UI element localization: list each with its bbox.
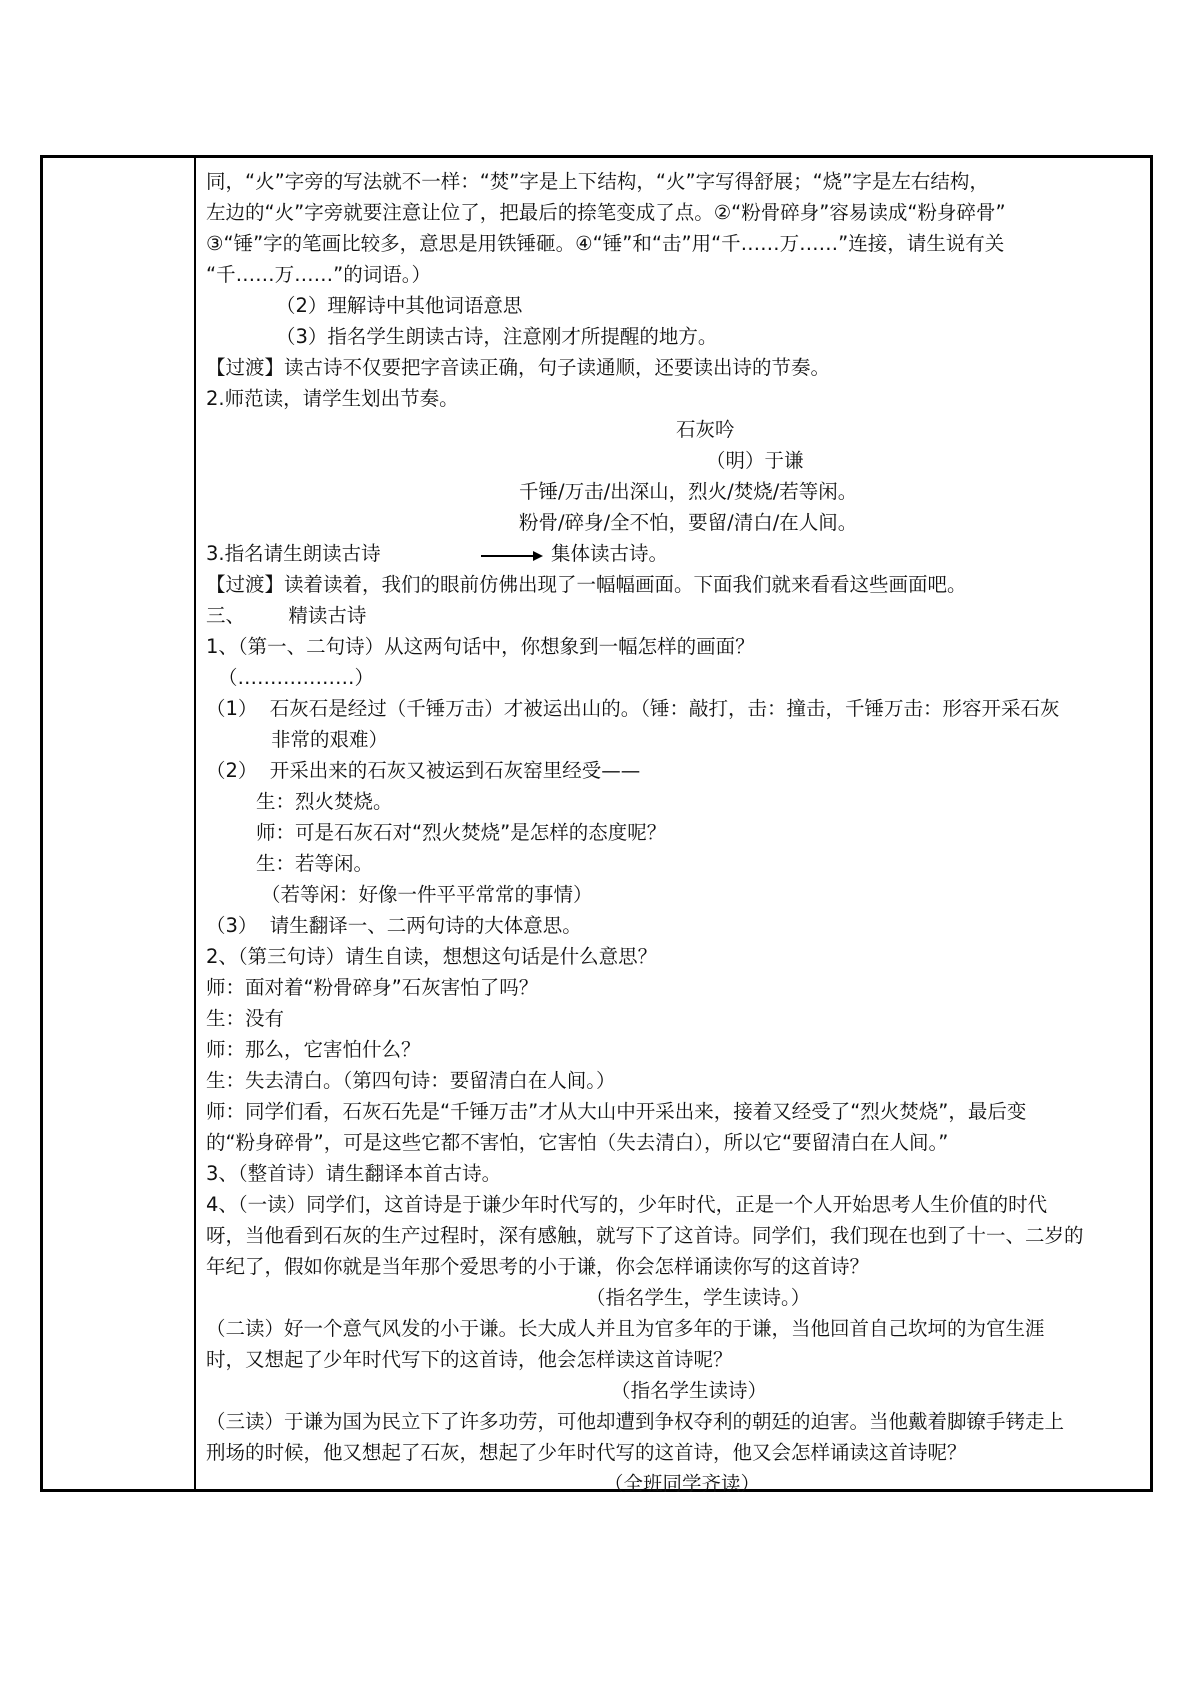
lesson-table xyxy=(40,155,1153,1495)
text-line: 时，又想起了少年时代写下的这首诗，他会怎样读这首诗呢？ xyxy=(206,1348,733,1371)
text-line: 刑场的时候，他又想起了石灰，想起了少年时代写的这首诗，他又会怎样诵读这首诗呢？ xyxy=(206,1441,967,1464)
lesson-content-cell xyxy=(206,166,1146,1499)
text-line: 1、（第一、二句诗）从这两句话中，你想象到一幅怎样的画面？ xyxy=(206,635,755,658)
text-line: 生：若等闲。 xyxy=(256,852,374,875)
text-line: 【过渡】读着读着，我们的眼前仿佛出现了一幅幅画面。下面我们就来看看这些画面吧。 xyxy=(206,573,967,596)
stage-direction: （指名学生读诗） xyxy=(611,1379,768,1402)
reading-step-line xyxy=(206,538,1146,569)
text-line: （二读）好一个意气风发的小于谦。长大成人并且为官多年的于谦，当他回首自己坎坷的为官生涯 xyxy=(206,1317,1045,1340)
text-line: 生：烈火焚烧。 xyxy=(256,790,393,813)
text-line: ③“锤”字的笔画比较多，意思是用铁锤砸。④“锤”和“击”用“千……万……”连接，请生说有关 xyxy=(206,232,1005,255)
text-line: 师：那么，它害怕什么？ xyxy=(206,1038,421,1061)
stage-direction: （指名学生，学生读诗。） xyxy=(586,1286,811,1309)
text-line: （3） 请生翻译一、二两句诗的大体意思。 xyxy=(206,914,582,937)
poem-verse: 粉骨/碎身/全不怕，要留/清白/在人间。 xyxy=(519,511,858,534)
text-line: （………………） xyxy=(218,666,375,689)
poem-verse: 千锤/万击/出深山，烈火/焚烧/若等闲。 xyxy=(519,480,858,503)
step-text: 3.指名请生朗读古诗 xyxy=(206,542,381,565)
step-text: 集体读古诗。 xyxy=(551,542,669,565)
text-line: 呀，当他看到石灰的生产过程时，深有感触，就写下了这首诗。同学们，我们现在也到了十一、二岁的 xyxy=(206,1224,1084,1247)
text-line: 4、（一读）同学们，这首诗是于谦少年时代写的，少年时代，正是一个人开始思考人生价值的时代 xyxy=(206,1193,1048,1216)
text-line: 师：面对着“粉骨碎身”石灰害怕了吗？ xyxy=(206,976,539,999)
text-line: 同，“火”字旁的写法就不一样：“焚”字是上下结构，“火”字写得舒展；“烧”字是左右结构， xyxy=(206,170,989,193)
text-line: 2.师范读，请学生划出节奏。 xyxy=(206,387,459,410)
text-line: （若等闲：好像一件平平常常的事情） xyxy=(261,883,593,906)
text-line: “千……万……”的词语。） xyxy=(206,263,431,286)
text-line: （三读）于谦为国为民立下了许多功劳，可他却遭到争权夺利的朝廷的迫害。当他戴着脚镣手铐走上 xyxy=(206,1410,1065,1433)
text-line: （3）指名学生朗读古诗，注意刚才所提醒的地方。 xyxy=(276,325,718,348)
text-line: 师：同学们看，石灰石先是“千锤万击”才从大山中开采出来，接着又经受了“烈火焚烧”，最后变 xyxy=(206,1100,1027,1123)
arrow-right-icon xyxy=(481,544,543,564)
text-line: 左边的“火”字旁就要注意让位了，把最后的捺笔变成了点。②“粉骨碎身”容易读成“粉身碎骨” xyxy=(206,201,1006,224)
text-line: 的“粉身碎骨”，可是这些它都不害怕，它害怕（失去清白），所以它“要留清白在人间。” xyxy=(206,1131,949,1154)
text-line: 非常的艰难） xyxy=(271,728,389,751)
poem-author: （明）于谦 xyxy=(706,449,804,472)
text-line: 年纪了，假如你就是当年那个爱思考的小于谦，你会怎样诵读你写的这首诗？ xyxy=(206,1255,870,1278)
text-line: 3、（整首诗）请生翻译本首古诗。 xyxy=(206,1162,502,1185)
text-line: （1） 石灰石是经过（千锤万击）才被运出山的。（锤：敲打，击：撞击，千锤万击：形容开采石灰 xyxy=(206,697,1060,720)
stage-direction: （全班同学齐读） xyxy=(604,1472,761,1495)
text-line: （2） 开采出来的石灰又被运到石灰窑里经受—— xyxy=(206,759,641,782)
poem-title: 石灰吟 xyxy=(676,418,735,441)
text-line: 【过渡】读古诗不仅要把字音读正确，句子读通顺，还要读出诗的节奏。 xyxy=(206,356,831,379)
text-line: （2）理解诗中其他词语意思 xyxy=(276,294,523,317)
text-line: 生：没有 xyxy=(206,1007,285,1030)
column-divider xyxy=(194,158,196,1489)
text-line: 2、（第三句诗）请生自读，想想这句话是什么意思？ xyxy=(206,945,658,968)
section-heading: 三、 精读古诗 xyxy=(206,604,367,627)
text-line: 生：失去清白。（第四句诗：要留清白在人间。） xyxy=(206,1069,616,1092)
text-line: 师：可是石灰石对“烈火焚烧”是怎样的态度呢？ xyxy=(256,821,667,844)
